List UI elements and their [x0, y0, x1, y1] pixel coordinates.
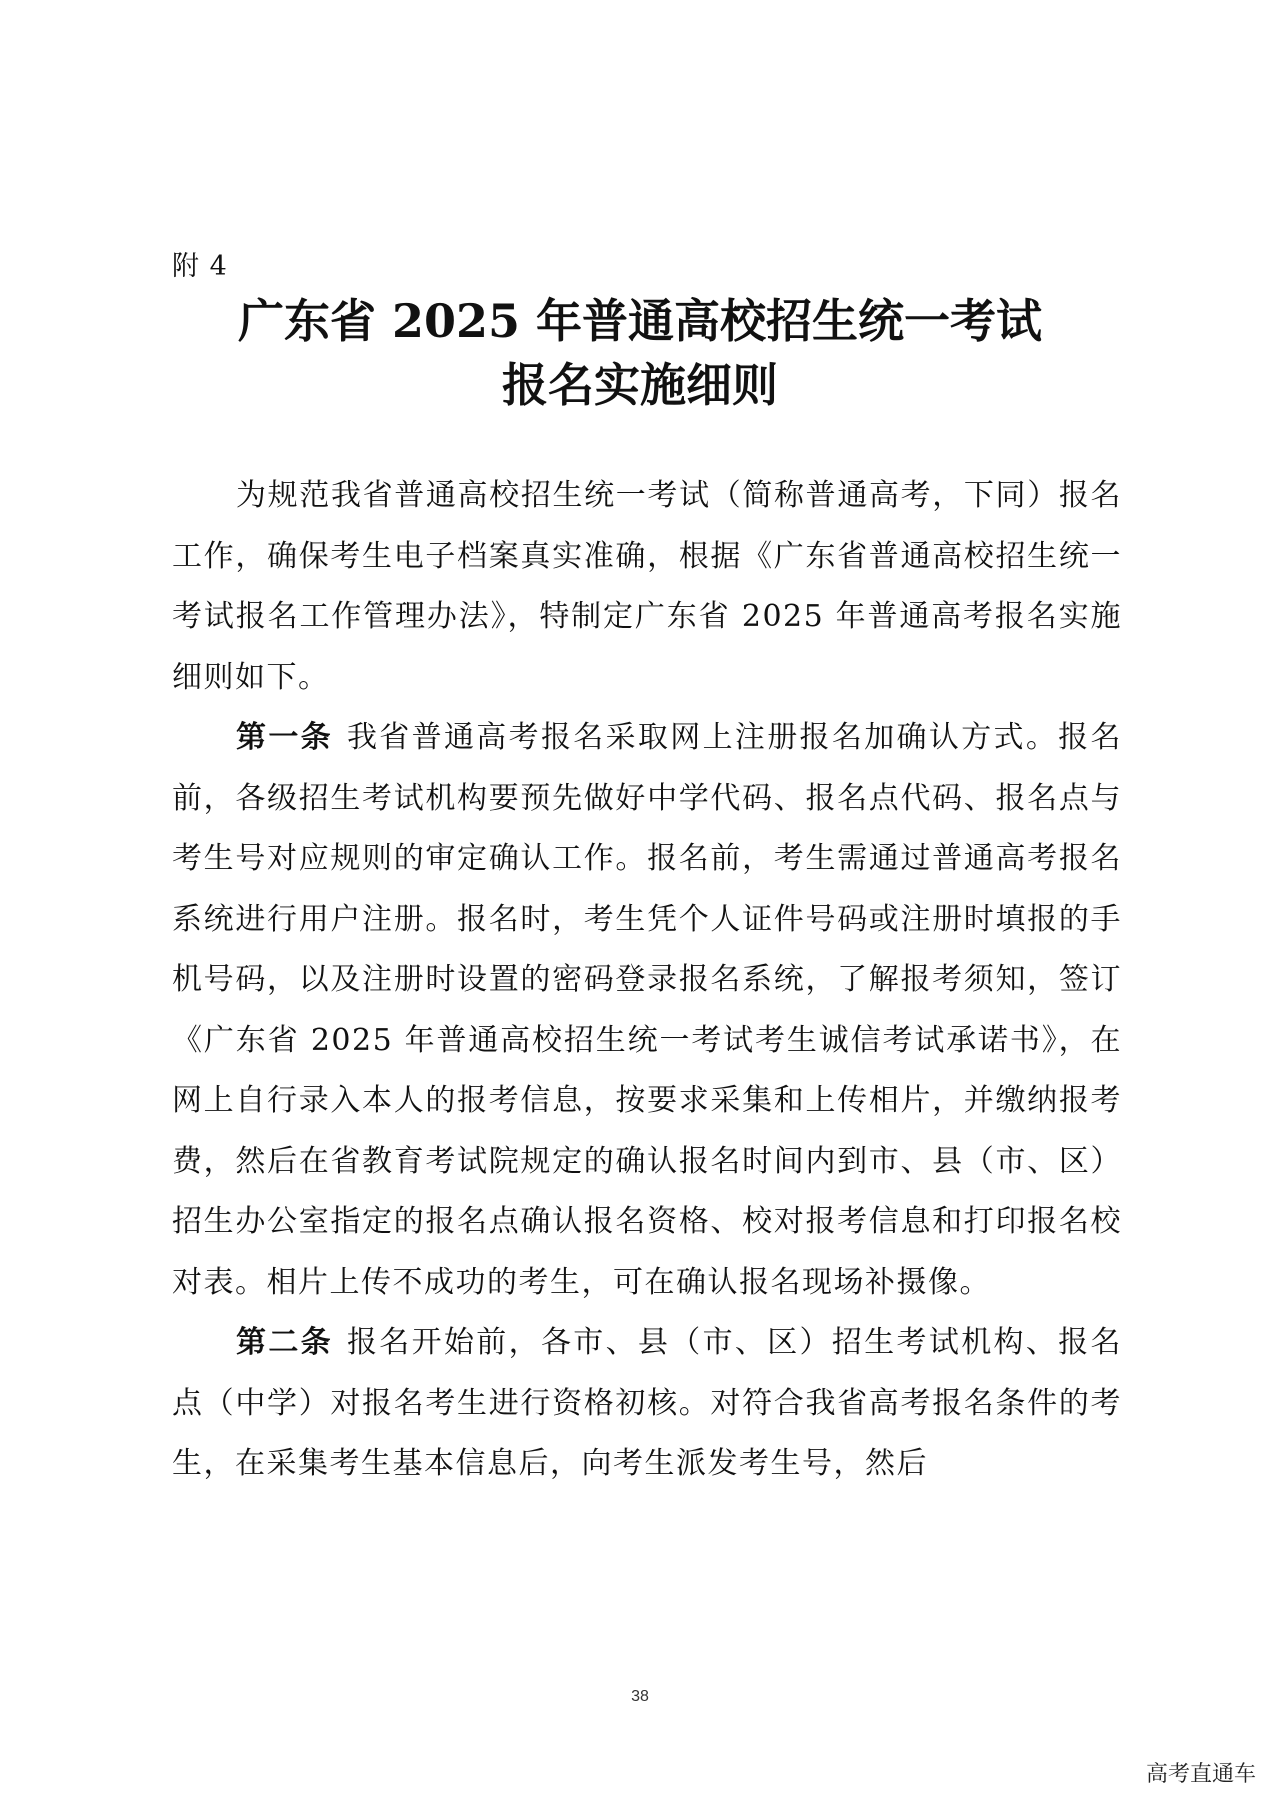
article-2-paragraph: [172, 1313, 1122, 1495]
attachment-label: 附 4: [172, 251, 228, 282]
page-number: 38: [631, 1688, 649, 1705]
article-1-heading: 第一条: [236, 720, 333, 755]
document-title-line-2: 报名实施细则: [502, 358, 778, 412]
article-2-heading: 第二条: [236, 1325, 333, 1360]
article-1-text: 我省普通高考报名采取网上注册报名加确认方式。报名前，各级招生考试机构要预先做好中学代码、报名点代码、报名点与考生号对应规则的审定确认工作。报名前，考生需通过普通高考报名系统进行用户注册。报名时，考生凭个人证件号码或注册时填报的手机号码，以及注册时设置的密码登录报名系统，了解报考须知，签订《广东省 2025 年普通高校招生统一考试考生诚信考试承诺书》，在网上自行录入本人的报考信息，按要求采集和上传相片，并缴纳报考费，然后在省教育考试院规定的确认报名时间内到市、县（市、区）招生办公室指定的报名点确认报名资格、校对报考信息和打印报名校对表。相片上传不成功的考生，可在确认报名现场补摄像。: [172, 720, 1123, 1300]
article-1-paragraph: [172, 708, 1122, 1313]
document-title-line-1: 广东省 2025 年普通高校招生统一考试: [237, 294, 1043, 348]
article-2-text: 报名开始前，各市、县（市、区）招生考试机构、报名点（中学）对报名考生进行资格初核。对符合我省高考报名条件的考生，在采集考生基本信息后，向考生派发考生号，然后: [172, 1325, 1123, 1481]
watermark-text: 高考直通车: [1145, 1762, 1256, 1787]
intro-paragraph: 为规范我省普通高校招生统一考试（简称普通高考，下同）报名工作，确保考生电子档案真实准确，根据《广东省普通高校招生统一考试报名工作管理办法》，特制定广东省 2025 年普通高考报名实施细则如下。: [172, 478, 1122, 695]
document-body: [172, 466, 1122, 1495]
